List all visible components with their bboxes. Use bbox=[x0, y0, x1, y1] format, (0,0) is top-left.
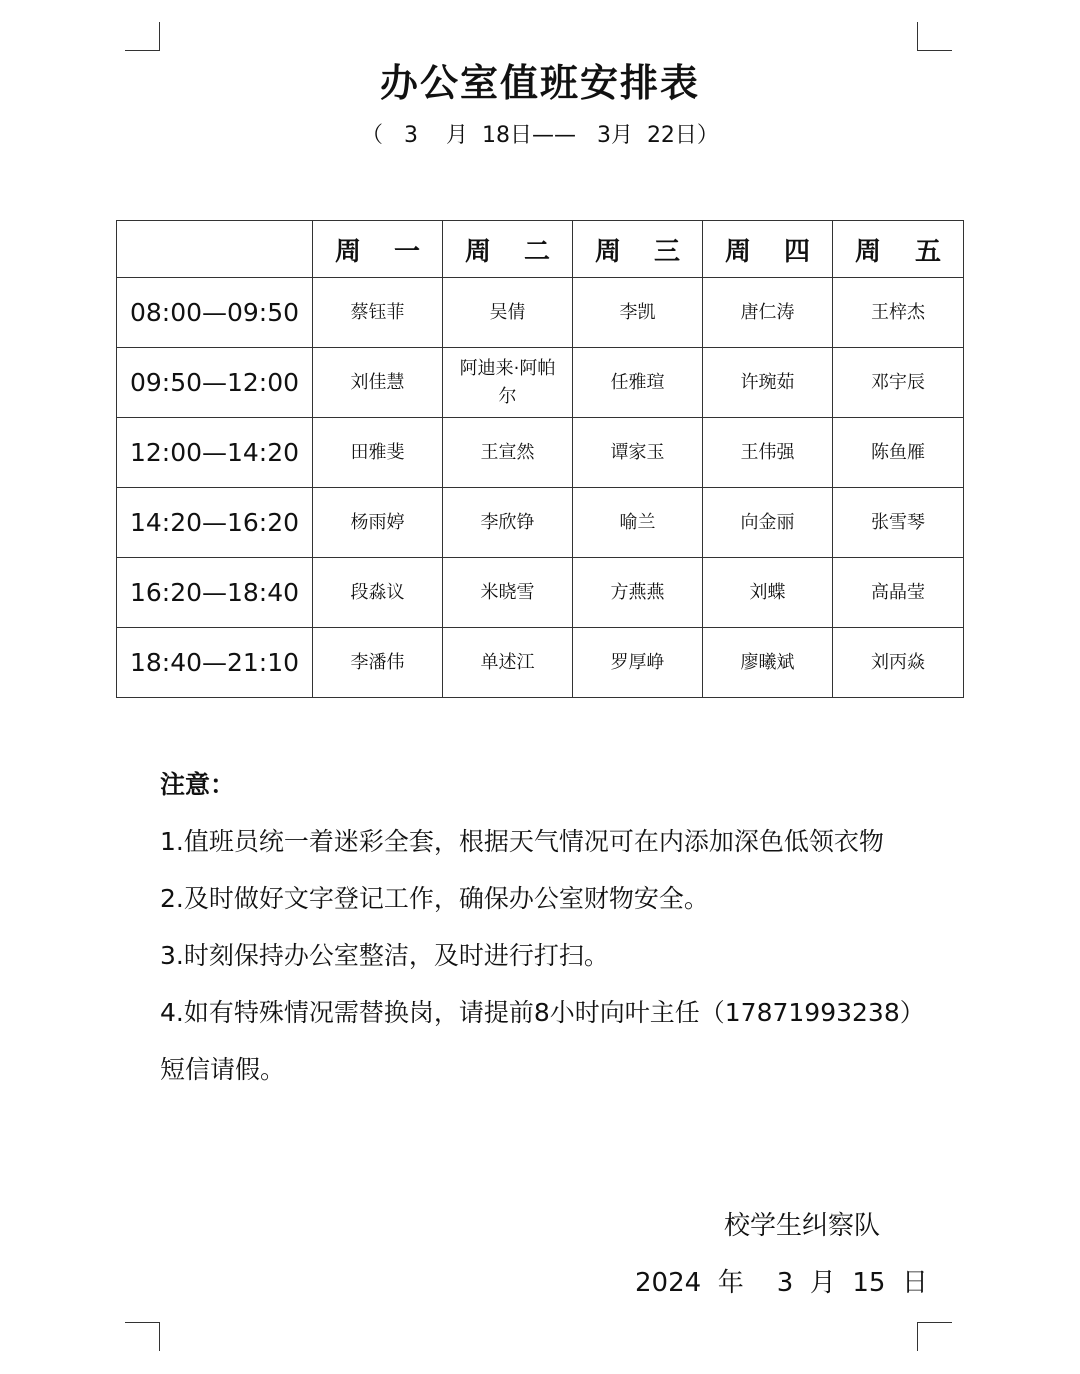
duty-name-cell: 高晶莹 bbox=[833, 558, 964, 628]
duty-name-cell: 王宣然 bbox=[443, 418, 573, 488]
time-slot-cell: 09:50—12:00 bbox=[117, 348, 313, 418]
table-row bbox=[117, 418, 964, 488]
document-title: 办公室值班安排表 bbox=[379, 61, 700, 105]
corner-mark-top-left bbox=[125, 22, 160, 51]
duty-name-cell: 王伟强 bbox=[703, 418, 833, 488]
duty-name-cell: 李欣铮 bbox=[443, 488, 573, 558]
duty-name-cell: 方燕燕 bbox=[573, 558, 703, 628]
duty-name-cell: 米晓雪 bbox=[443, 558, 573, 628]
time-slot-cell: 16:20—18:40 bbox=[117, 558, 313, 628]
duty-name-cell: 段淼议 bbox=[313, 558, 443, 628]
duty-name-cell: 李潘伟 bbox=[313, 628, 443, 698]
note-item: 3.时刻保持办公室整洁，及时进行打扫。 bbox=[160, 941, 609, 970]
notes-section bbox=[160, 756, 930, 1098]
duty-name-cell: 阿迪来·阿帕尔 bbox=[443, 348, 573, 418]
table-row bbox=[117, 488, 964, 558]
note-item: 4.如有特殊情况需替换岗，请提前8小时向叶主任（17871993238）短信请假。 bbox=[160, 998, 925, 1084]
header-day-tuesday: 周 二 bbox=[443, 221, 573, 278]
duty-name-cell: 罗厚峥 bbox=[573, 628, 703, 698]
time-slot-cell: 14:20—16:20 bbox=[117, 488, 313, 558]
duty-name-cell: 李凯 bbox=[573, 278, 703, 348]
duty-name-cell: 廖曦斌 bbox=[703, 628, 833, 698]
duty-name-cell: 杨雨婷 bbox=[313, 488, 443, 558]
duty-name-cell: 刘蝶 bbox=[703, 558, 833, 628]
duty-name-cell: 刘丙焱 bbox=[833, 628, 964, 698]
duty-name-cell: 陈鱼雁 bbox=[833, 418, 964, 488]
table-row bbox=[117, 558, 964, 628]
table-row bbox=[117, 348, 964, 418]
duty-name-cell: 邓宇辰 bbox=[833, 348, 964, 418]
time-slot-cell: 12:00—14:20 bbox=[117, 418, 313, 488]
duty-name-cell: 刘佳慧 bbox=[313, 348, 443, 418]
note-item: 2.及时做好文字登记工作，确保办公室财物安全。 bbox=[160, 884, 709, 913]
duty-name-cell: 喻兰 bbox=[573, 488, 703, 558]
signature-organization: 校学生纠察队 bbox=[724, 1211, 881, 1241]
corner-mark-bottom-right bbox=[917, 1322, 952, 1351]
duty-name-cell: 唐仁涛 bbox=[703, 278, 833, 348]
time-slot-cell: 18:40—21:10 bbox=[117, 628, 313, 698]
header-day-wednesday: 周 三 bbox=[573, 221, 703, 278]
duty-name-cell: 田雅斐 bbox=[313, 418, 443, 488]
duty-name-cell: 任雅瑄 bbox=[573, 348, 703, 418]
table-row bbox=[117, 278, 964, 348]
duty-name-cell: 许琬茹 bbox=[703, 348, 833, 418]
duty-name-cell: 张雪琴 bbox=[833, 488, 964, 558]
corner-mark-top-right bbox=[917, 22, 952, 51]
header-empty-cell bbox=[117, 221, 313, 278]
time-slot-cell: 08:00—09:50 bbox=[117, 278, 313, 348]
corner-mark-bottom-left bbox=[125, 1322, 160, 1351]
duty-name-cell: 吴倩 bbox=[443, 278, 573, 348]
header-day-friday: 周 五 bbox=[833, 221, 964, 278]
duty-schedule-table bbox=[116, 220, 964, 698]
duty-name-cell: 谭家玉 bbox=[573, 418, 703, 488]
duty-name-cell: 向金丽 bbox=[703, 488, 833, 558]
date-range-subtitle: （ 3 月 18日—— 3月 22日） bbox=[361, 123, 719, 148]
duty-name-cell: 单述江 bbox=[443, 628, 573, 698]
header-day-thursday: 周 四 bbox=[703, 221, 833, 278]
notes-heading: 注意： bbox=[160, 770, 236, 799]
header-day-monday: 周 一 bbox=[313, 221, 443, 278]
table-row bbox=[117, 628, 964, 698]
duty-name-cell: 王梓杰 bbox=[833, 278, 964, 348]
note-item: 1.值班员统一着迷彩全套，根据天气情况可在内添加深色低领衣物 bbox=[160, 827, 884, 856]
duty-name-cell: 蔡钰菲 bbox=[313, 278, 443, 348]
table-header-row bbox=[117, 221, 964, 278]
signature-date: 2024 年 3 月 15 日 bbox=[635, 1268, 928, 1298]
